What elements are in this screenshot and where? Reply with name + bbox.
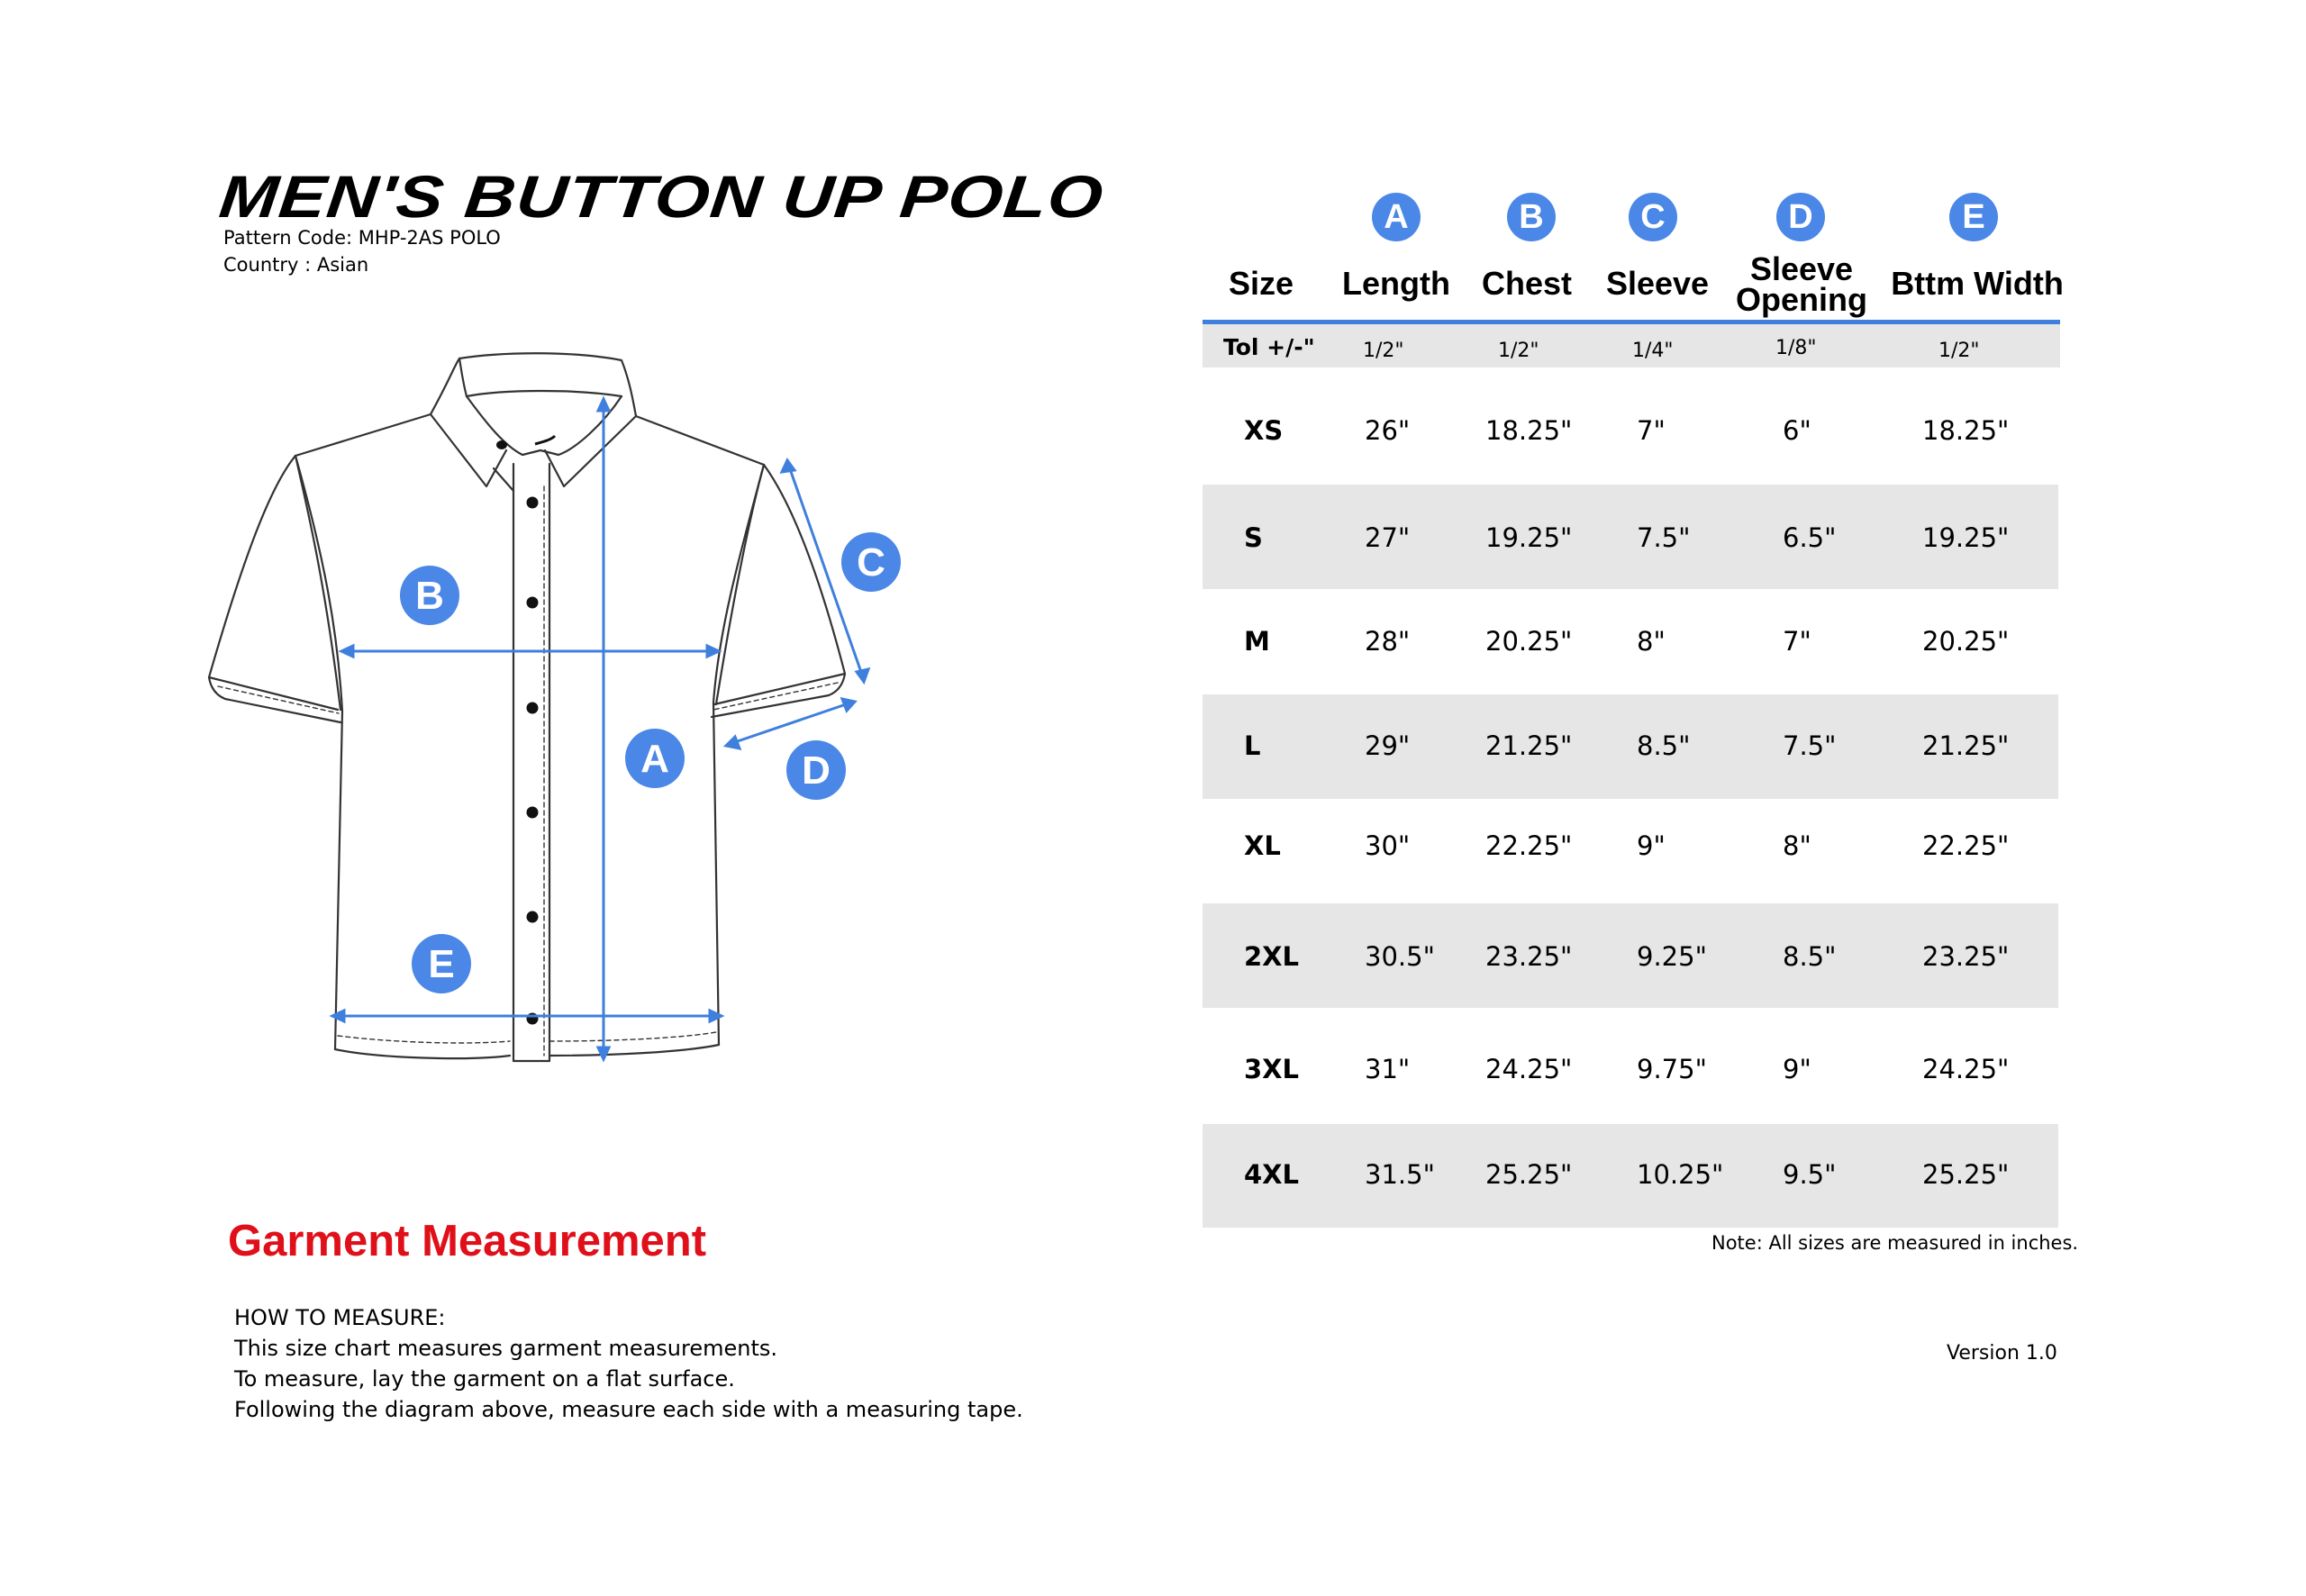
how-to-heading: HOW TO MEASURE: [234,1305,446,1330]
table-note: Note: All sizes are measured in inches. [1711,1232,2079,1254]
cell-sleeve-opening: 9.5" [1783,1159,1837,1190]
col-c-letter: C [1629,193,1677,241]
cell-sleeve-opening: 7" [1783,626,1811,657]
cell-sleeve: 9.75" [1637,1054,1707,1084]
version-label: Version 1.0 [1947,1342,2057,1365]
col-e-letter: E [1949,193,1998,241]
cell-chest: 19.25" [1485,522,1573,553]
label-b: B [415,574,444,618]
cell-sleeve: 8" [1637,626,1666,657]
cell-sleeve-opening: 6.5" [1783,522,1837,553]
cell-chest: 21.25" [1485,730,1573,761]
tolerance-label: Tol +/-" [1223,334,1315,360]
cell-length: 31" [1365,1054,1411,1084]
cell-size: XL [1244,830,1281,861]
cell-size: 4XL [1244,1159,1300,1190]
col-size-header: Size [1228,265,1294,302]
col-sleeve-opening-header [1725,250,1878,318]
cell-bttm-width: 23.25" [1922,941,2010,972]
col-length-header: Length [1342,265,1450,302]
col-bttm-width-header: Bttm Width [1891,265,2064,302]
cell-bttm-width: 21.25" [1922,730,2010,761]
cell-length: 28" [1365,626,1411,657]
col-a-letter: A [1372,193,1421,241]
cell-length: 30.5" [1365,941,1435,972]
cell-sleeve: 7.5" [1637,522,1691,553]
col-b-letter: B [1507,193,1556,241]
tolerance-length: 1/2" [1363,340,1404,362]
cell-chest: 23.25" [1485,941,1573,972]
garment-measurement-title: Garment Measurement [228,1217,707,1265]
cell-sleeve: 8.5" [1637,730,1691,761]
cell-size: L [1244,730,1261,761]
cell-size: M [1244,626,1270,657]
pattern-code: Pattern Code: MHP-2AS POLO [223,227,501,249]
cell-chest: 22.25" [1485,830,1573,861]
cell-bttm-width: 19.25" [1922,522,2010,553]
how-to-line: To measure, lay the garment on a flat surface. [234,1366,735,1392]
cell-length: 27" [1365,522,1411,553]
page-title: MEN'S BUTTON UP POLO [216,163,1107,230]
col-chest-header: Chest [1481,265,1573,302]
cell-size: 3XL [1244,1054,1300,1084]
cell-sleeve: 9" [1637,830,1666,861]
cell-size: S [1244,522,1263,553]
cell-size: XS [1244,415,1284,446]
button-dots [496,440,539,1025]
cell-length: 30" [1365,830,1411,861]
cell-sleeve-opening: 9" [1783,1054,1811,1084]
cell-sleeve-opening: 7.5" [1783,730,1837,761]
cell-bttm-width: 22.25" [1922,830,2010,861]
tolerance-sleeve-opening: 1/8" [1775,337,1817,359]
country: Country : Asian [223,254,369,276]
how-to-line: This size chart measures garment measurements. [234,1336,778,1361]
col-sleeve-opening-line1: Sleeve [1749,250,1854,287]
cell-size: 2XL [1244,941,1300,972]
cell-bttm-width: 24.25" [1922,1054,2010,1084]
cell-chest: 18.25" [1485,415,1573,446]
label-c: C [857,540,885,585]
cell-sleeve-opening: 6" [1783,415,1811,446]
cell-bttm-width: 20.25" [1922,626,2010,657]
how-to-line: Following the diagram above, measure each side with a measuring tape. [234,1397,1023,1422]
col-d-letter: D [1776,193,1825,241]
tolerance-bttm-width: 1/2" [1938,340,1980,362]
cell-chest: 20.25" [1485,626,1573,657]
cell-chest: 25.25" [1485,1159,1573,1190]
cell-sleeve-opening: 8" [1783,830,1811,861]
label-a: A [640,737,669,781]
cell-chest: 24.25" [1485,1054,1573,1084]
cell-bttm-width: 25.25" [1922,1159,2010,1190]
diagram-letters [400,532,901,993]
cell-sleeve: 10.25" [1637,1159,1724,1190]
cell-length: 31.5" [1365,1159,1435,1190]
tolerance-row [1203,324,2060,367]
tolerance-sleeve: 1/4" [1632,340,1674,362]
cell-bttm-width: 18.25" [1922,415,2010,446]
col-sleeve-opening-line2: Opening [1736,281,1867,318]
cell-length: 26" [1365,415,1411,446]
cell-length: 29" [1365,730,1411,761]
cell-sleeve: 9.25" [1637,941,1707,972]
cell-sleeve-opening: 8.5" [1783,941,1837,972]
tolerance-chest: 1/2" [1498,340,1539,362]
label-d: D [802,748,831,793]
shirt-diagram [198,342,919,1081]
label-e: E [428,942,455,986]
col-sleeve-header: Sleeve [1605,265,1710,302]
cell-sleeve: 7" [1637,415,1666,446]
